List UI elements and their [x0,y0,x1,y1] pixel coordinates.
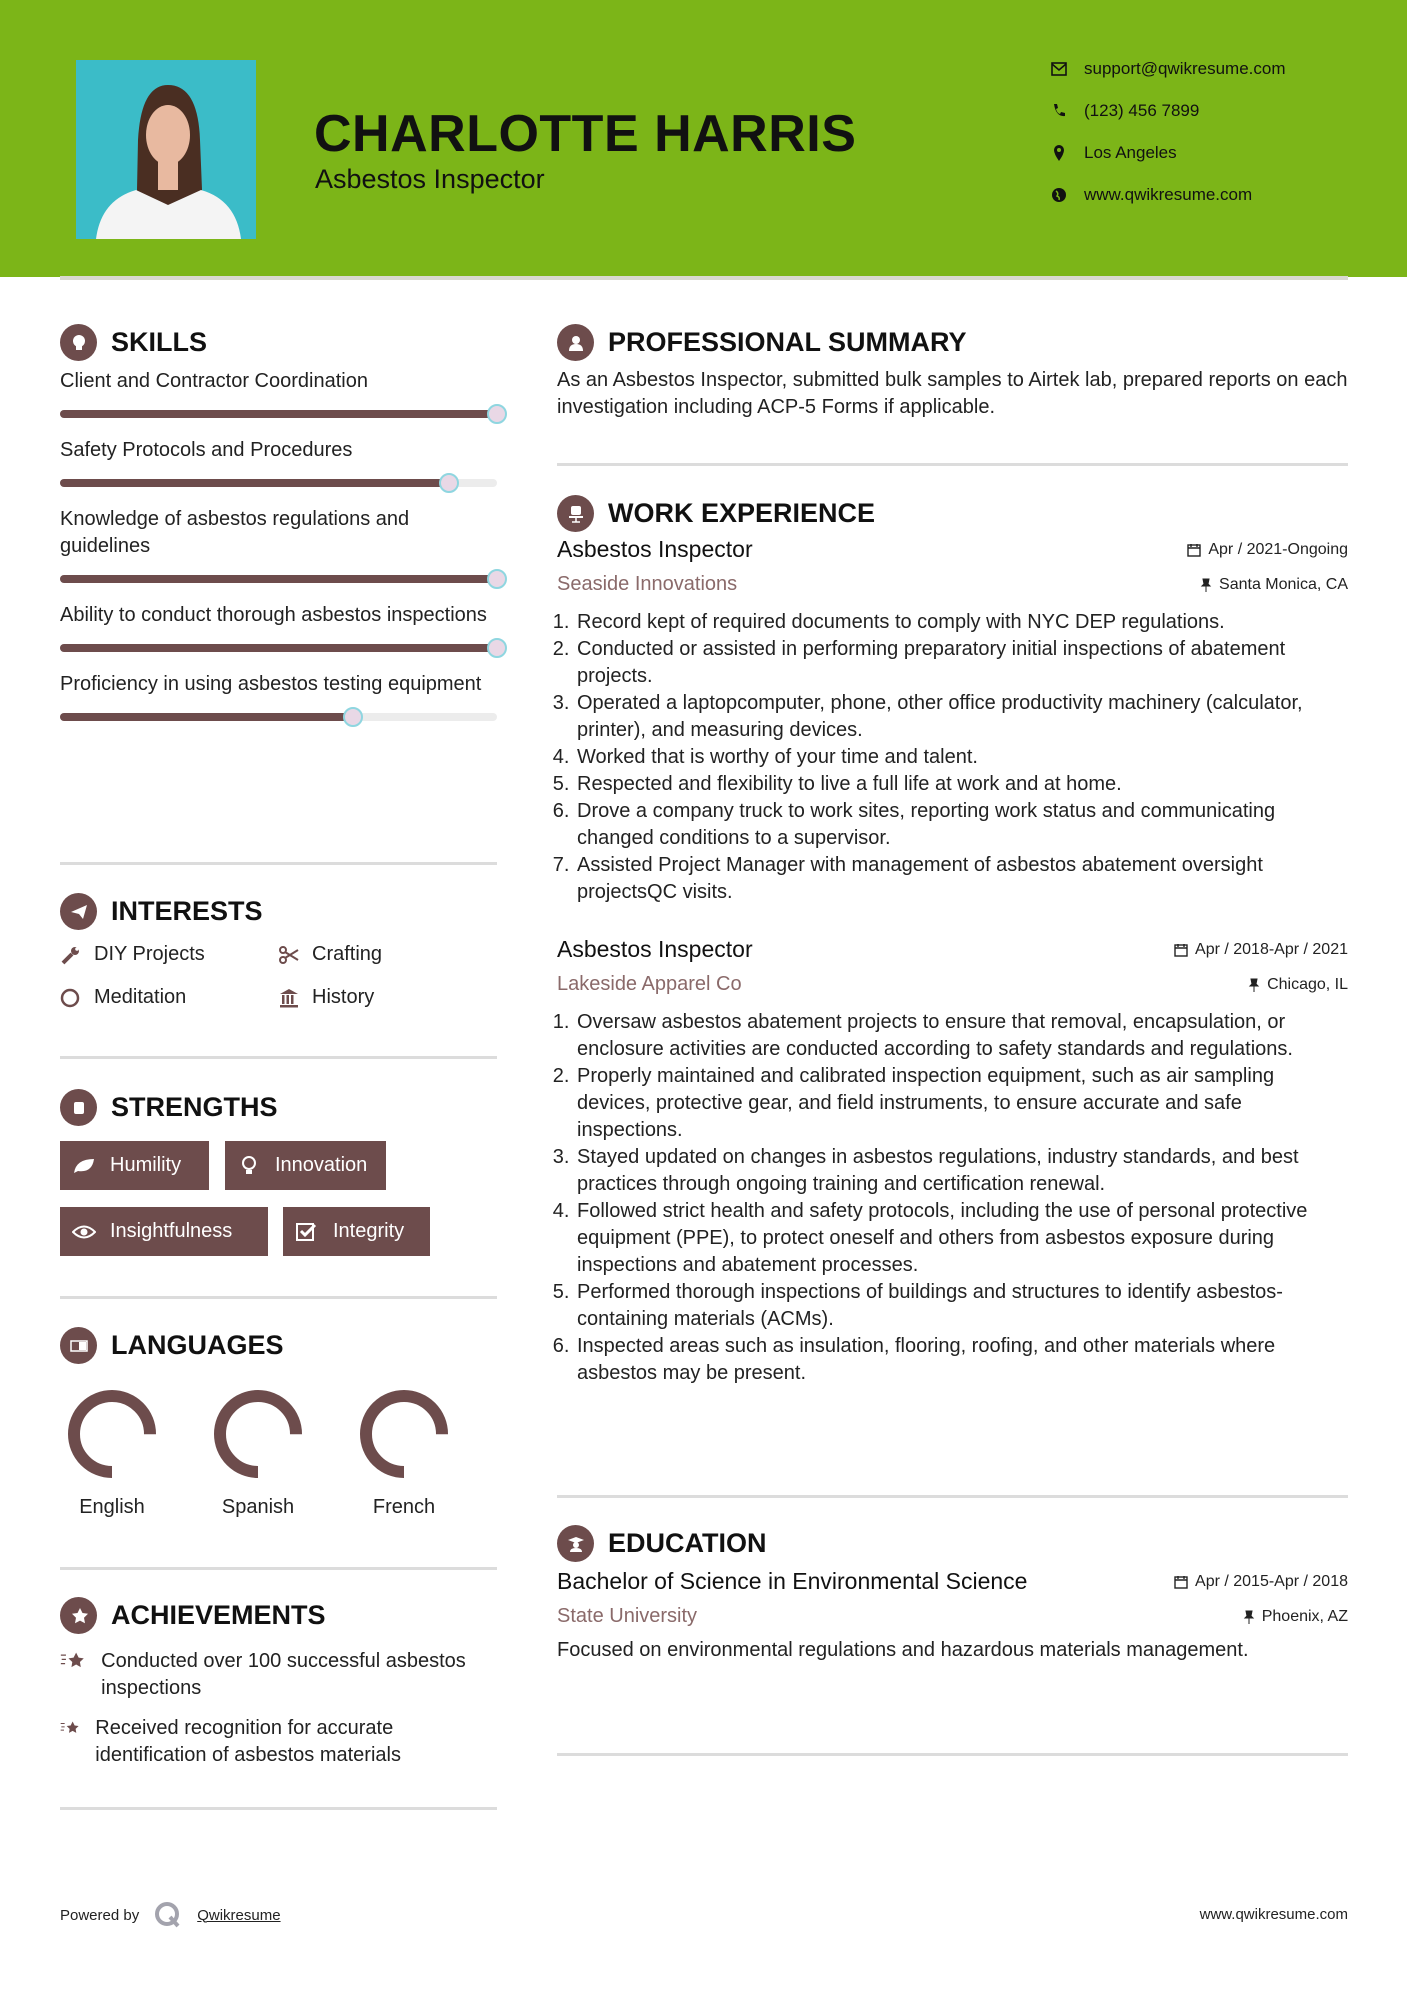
interest-item: Meditation [60,986,278,1009]
divider [557,1753,1348,1756]
summary-section [557,324,1348,421]
job-bullet: 5. Respected and flexibility to live a full life at work and at home. [575,771,1348,798]
job-title: Asbestos Inspector [557,936,753,962]
interests-section [60,893,500,1009]
job-date: Apr / 2018-Apr / 2021 [1174,941,1348,959]
language-label: Spanish [221,1496,295,1518]
graduate-icon [557,1525,594,1562]
job-entry [557,536,1348,906]
achievements-heading: ACHIEVEMENTS [60,1597,500,1634]
strengths-section [60,1089,500,1126]
job-bullet: 3. Operated a laptopcomputer, phone, other office productivity machinery (calculator, printer), and measuring devices. [575,690,1348,744]
profile-photo [76,60,256,239]
job-bullet: 3. Stayed updated on changes in asbestos regulations, industry standards, and best practices through ongoing training and certification renewal. [575,1144,1348,1198]
lightbulb-icon [60,324,97,361]
job-bullet: 6. Inspected areas such as insulation, flooring, roofing, and other materials where asbestos may be present. [575,1333,1348,1387]
education-location: Phoenix, AZ [1243,1608,1348,1626]
skill-bar [60,410,497,418]
pushpin-icon [1200,578,1212,592]
skill-bar [60,479,497,487]
skill-item [60,368,500,418]
experience-heading: WORK EXPERIENCE [557,495,1348,532]
contact-phone[interactable]: (123) 456 7899 [1050,101,1199,121]
footer-website[interactable]: www.qwikresume.com [1199,1906,1348,1923]
achievements-section [60,1597,500,1769]
school: State University [557,1605,698,1627]
skill-bar-knob [487,638,507,658]
strength-badge: Humility [60,1141,209,1190]
language-item [57,1384,167,1519]
language-label: French [372,1496,436,1518]
office-chair-icon [557,495,594,532]
job-bullet: 5. Performed thorough inspections of buildings and structures to identify asbestos-containing materials (ACMs). [575,1279,1348,1333]
education-section [557,1525,1348,1664]
circle-icon [60,987,82,1009]
job-bullets [557,609,1348,906]
achievement-item: Conducted over 100 successful asbestos inspections [60,1648,500,1702]
strength-badge: Integrity [283,1207,430,1256]
header-divider [60,276,1348,280]
skill-bar [60,713,497,721]
skills-section [60,324,500,740]
skill-bar-fill [60,479,449,487]
leaf-icon [72,1155,96,1177]
job-entry [557,936,1348,1387]
experience-section [557,495,1348,1387]
contact-email[interactable]: support@qwikresume.com [1050,59,1286,79]
job-location: Chicago, IL [1248,976,1348,994]
summary-text: As an Asbestos Inspector, submitted bulk samples to Airtek lab, prepared reports on each investigation including ACP-5 Forms if applicable. [557,369,1348,418]
powered-by-label: Powered by [60,1906,140,1924]
job-title: Asbestos Inspector [557,536,753,562]
job-bullet: 1. Oversaw asbestos abatement projects to ensure that removal, encapsulation, or enclosure activities are conducted according to safety standards and regulations. [575,1009,1348,1063]
calendar-icon [1174,1575,1188,1589]
envelope-icon [1050,60,1068,78]
job-bullet: 2. Conducted or assisted in performing preparatory initial inspections of abatement projects. [575,636,1348,690]
job-bullet: 4. Followed strict health and safety protocols, including the use of personal protective equipment (PPE), to protect oneself and others from asbestos exposure during inspections and abatement processes. [575,1198,1348,1279]
paper-plane-icon [60,893,97,930]
language-item [349,1384,459,1519]
skill-label: Client and Contractor Coordination [60,370,368,392]
strengths-heading: STRENGTHS [60,1089,500,1126]
strength-badge: Insightfulness [60,1207,268,1256]
translate-icon [60,1327,97,1364]
skill-item [60,602,500,652]
eye-icon [72,1221,96,1243]
skill-bar-knob [439,473,459,493]
degree: Bachelor of Science in Environmental Science [557,1568,1028,1594]
skills-heading: SKILLS [60,324,500,361]
calendar-icon [1174,943,1188,957]
language-ring [354,1384,454,1484]
job-bullets [557,1009,1348,1387]
lightbulb-icon [237,1155,261,1177]
skill-bar-knob [487,404,507,424]
job-bullet: 7. Assisted Project Manager with management of asbestos abatement oversight projectsQC visits. [575,852,1348,906]
strength-badge: Innovation [225,1141,386,1190]
museum-icon [278,987,300,1009]
skill-label: Knowledge of asbestos regulations and guidelines [60,508,410,557]
skill-label: Safety Protocols and Procedures [60,439,353,461]
company-name: Lakeside Apparel Co [557,973,742,995]
education-date: Apr / 2015-Apr / 2018 [1174,1573,1348,1591]
job-location: Santa Monica, CA [1200,576,1348,594]
star-icon [60,1648,87,1675]
interest-item: DIY Projects [60,943,278,966]
job-date: Apr / 2021-Ongoing [1187,541,1348,559]
summary-heading: PROFESSIONAL SUMMARY [557,324,1348,361]
contact-location: Los Angeles [1050,143,1177,163]
language-item [203,1384,313,1519]
skill-item [60,506,500,583]
skill-bar-fill [60,713,353,721]
qwikresume-link[interactable]: Qwikresume [197,1906,281,1924]
divider [60,1296,497,1299]
star-icon [60,1715,81,1742]
qwikresume-logo-icon [153,1900,183,1930]
divider [557,463,1348,466]
footer-branding [60,1900,281,1930]
company-name: Seaside Innovations [557,573,738,595]
skill-item [60,671,500,721]
map-pin-icon [1050,144,1068,162]
fist-icon [60,1089,97,1126]
skill-bar [60,644,497,652]
phone-icon [1050,102,1068,120]
divider [60,1807,497,1810]
pushpin-icon [1243,1610,1255,1624]
skill-bar-fill [60,575,497,583]
achievement-item: Received recognition for accurate identification of asbestos materials [60,1715,500,1769]
language-label: English [79,1496,145,1518]
globe-icon [1050,186,1068,204]
job-bullet: 4. Worked that is worthy of your time and talent. [575,744,1348,771]
calendar-icon [1187,543,1201,557]
divider [60,1056,497,1059]
education-heading: EDUCATION [557,1525,1348,1562]
skill-bar-knob [343,707,363,727]
skill-label: Proficiency in using asbestos testing equipment [60,673,482,695]
pushpin-icon [1248,978,1260,992]
skill-item [60,437,500,487]
skill-bar-knob [487,569,507,589]
divider [60,1567,497,1570]
check-square-icon [295,1221,319,1243]
skill-bar [60,575,497,583]
skill-bar-fill [60,410,497,418]
interest-item: Crafting [278,943,478,966]
job-bullet: 2. Properly maintained and calibrated inspection equipment, such as air sampling devices, protective gear, and field instruments, to ensure accurate and safe inspections. [575,1063,1348,1144]
languages-heading: LANGUAGES [60,1327,500,1364]
star-icon [60,1597,97,1634]
wrench-icon [60,944,82,966]
user-icon [557,324,594,361]
languages-section [60,1327,500,1519]
scissors-icon [278,944,300,966]
candidate-name: CHARLOTTE HARRIS [314,105,857,163]
candidate-title: Asbestos Inspector [315,164,545,194]
interest-item: History [278,986,478,1009]
job-bullet: 6. Drove a company truck to work sites, reporting work status and communicating changed conditions to a supervisor. [575,798,1348,852]
contact-website[interactable]: www.qwikresume.com [1050,185,1252,205]
skill-bar-fill [60,644,497,652]
job-bullet: 1. Record kept of required documents to comply with NYC DEP regulations. [575,609,1348,636]
education-description: Focused on environmental regulations and hazardous materials management. [557,1639,1249,1661]
divider [60,862,497,865]
language-ring [208,1384,308,1484]
skill-label: Ability to conduct thorough asbestos inspections [60,604,487,626]
language-ring [62,1384,162,1484]
divider [557,1495,1348,1498]
interests-heading: INTERESTS [60,893,500,930]
